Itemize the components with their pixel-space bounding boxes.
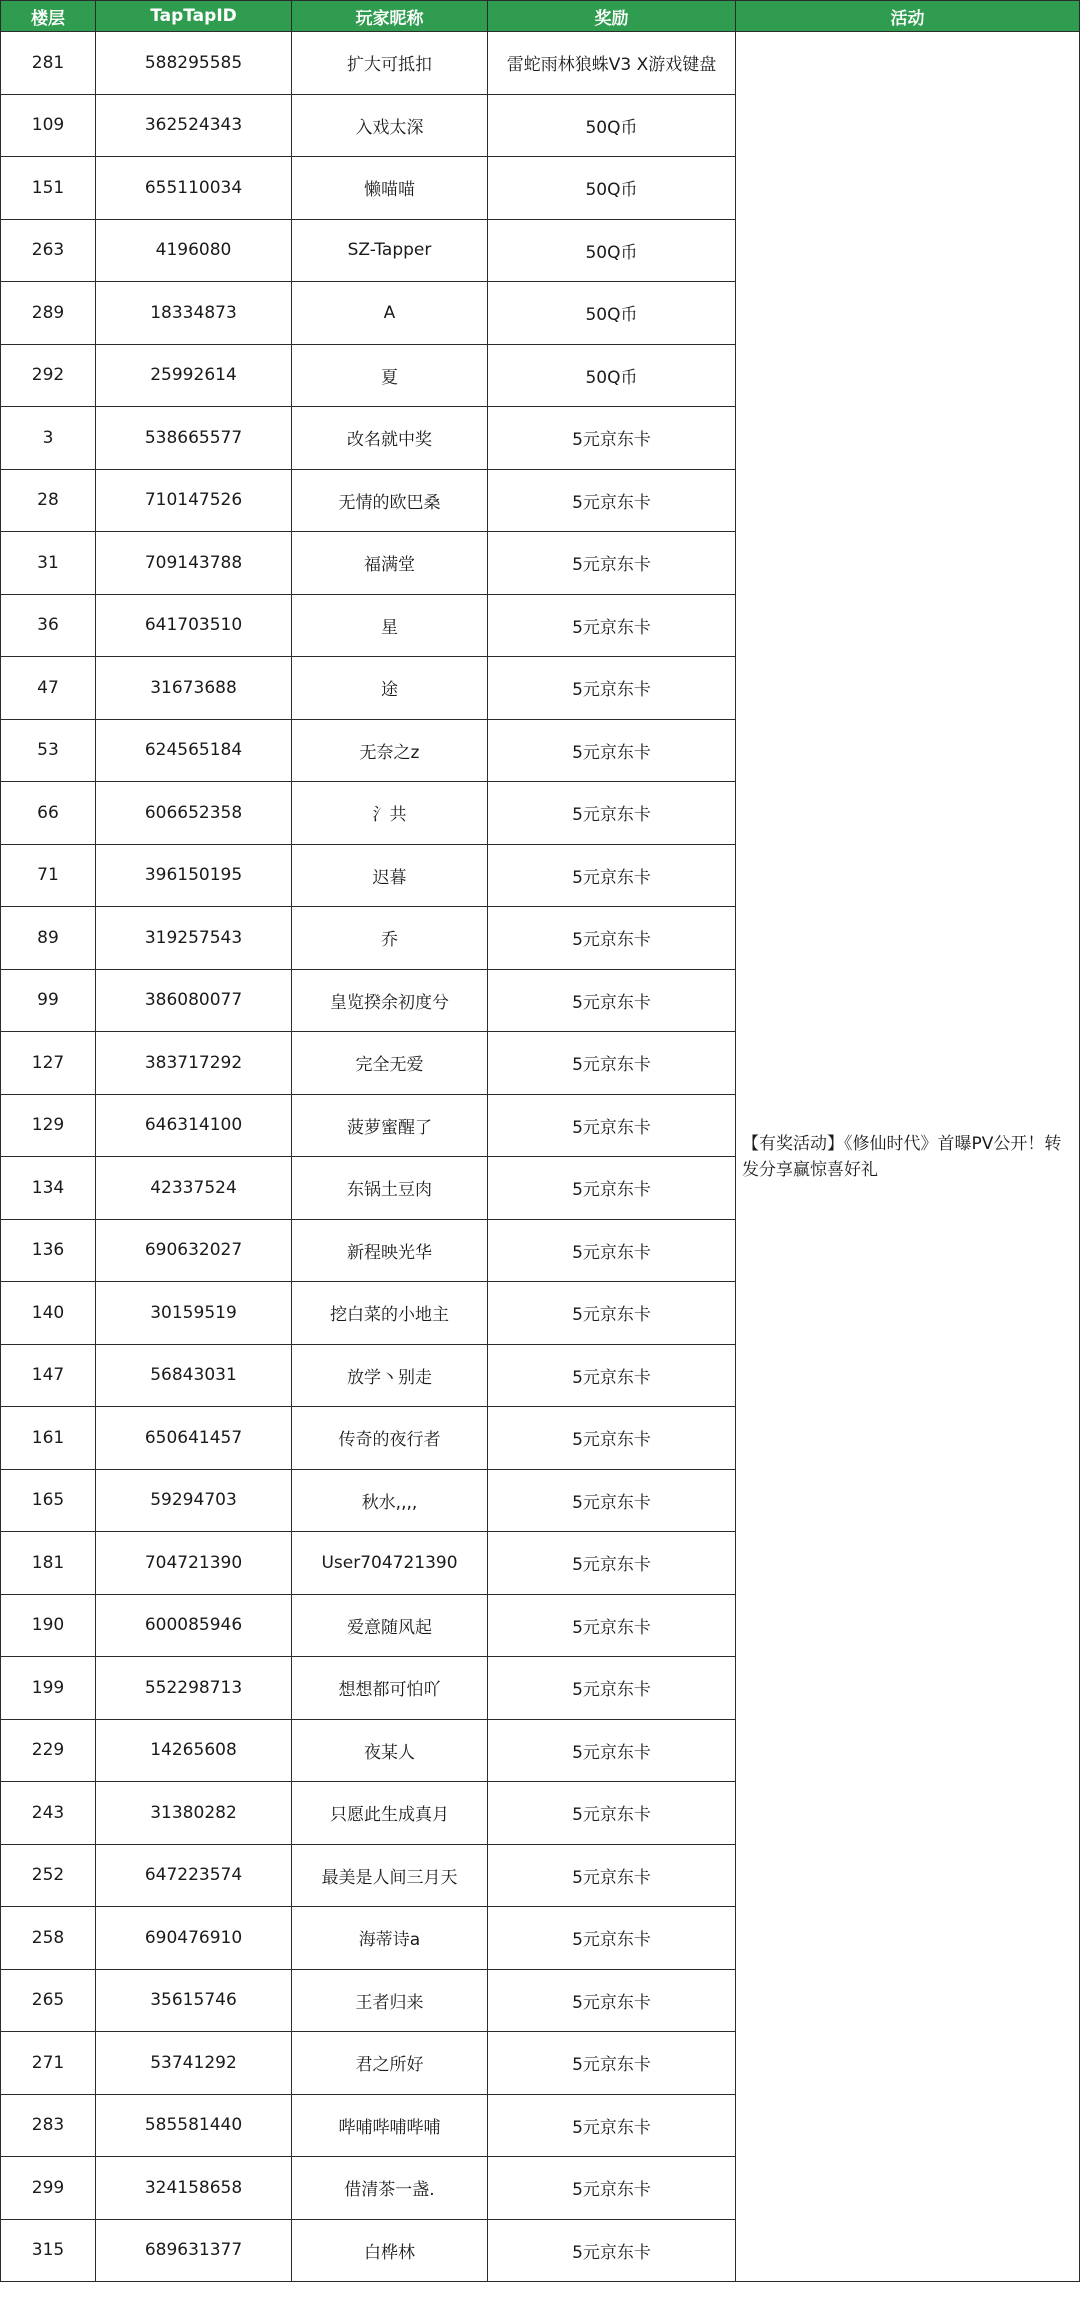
cell-floor: 165 [1,1469,96,1532]
cell-taptap-id: 362524343 [96,94,292,157]
cell-nickname: 皇览揆余初度兮 [292,969,488,1032]
cell-prize: 5元京东卡 [488,1532,736,1595]
cell-nickname: 入戏太深 [292,94,488,157]
cell-nickname: 迟暮 [292,844,488,907]
cell-taptap-id: 710147526 [96,469,292,532]
cell-floor: 109 [1,94,96,157]
cell-nickname: 扩大可抵扣 [292,32,488,95]
cell-prize: 5元京东卡 [488,2219,736,2282]
cell-floor: 36 [1,594,96,657]
cell-taptap-id: 600085946 [96,1594,292,1657]
cell-prize: 5元京东卡 [488,1344,736,1407]
cell-taptap-id: 655110034 [96,157,292,220]
cell-prize: 50Q币 [488,219,736,282]
cell-floor: 299 [1,2157,96,2220]
cell-taptap-id: 53741292 [96,2032,292,2095]
cell-floor: 281 [1,32,96,95]
cell-floor: 181 [1,1532,96,1595]
header-floor: 楼层 [1,1,96,32]
cell-taptap-id: 4196080 [96,219,292,282]
cell-prize: 5元京东卡 [488,1969,736,2032]
cell-prize: 5元京东卡 [488,1907,736,1970]
cell-taptap-id: 624565184 [96,719,292,782]
cell-floor: 136 [1,1219,96,1282]
cell-nickname: 传奇的夜行者 [292,1407,488,1470]
cell-prize: 5元京东卡 [488,1032,736,1095]
cell-prize: 5元京东卡 [488,1157,736,1220]
cell-nickname: 途 [292,657,488,720]
cell-nickname: 秋水,,,, [292,1469,488,1532]
cell-taptap-id: 31380282 [96,1782,292,1845]
cell-floor: 258 [1,1907,96,1970]
cell-taptap-id: 25992614 [96,344,292,407]
cell-nickname: 挖白菜的小地主 [292,1282,488,1345]
cell-floor: 99 [1,969,96,1032]
cell-nickname: 只愿此生成真月 [292,1782,488,1845]
cell-activity: 【有奖活动】《修仙时代》首曝PV公开！转发分享赢惊喜好礼 [736,32,1080,2282]
cell-nickname: 东锅土豆肉 [292,1157,488,1220]
cell-floor: 66 [1,782,96,845]
cell-nickname: A [292,282,488,345]
header-taptap-id: TapTapID [96,1,292,32]
cell-nickname: 白桦林 [292,2219,488,2282]
cell-taptap-id: 650641457 [96,1407,292,1470]
cell-taptap-id: 647223574 [96,1844,292,1907]
cell-floor: 271 [1,2032,96,2095]
cell-floor: 71 [1,844,96,907]
cell-prize: 5元京东卡 [488,532,736,595]
header-activity: 活动 [736,1,1080,32]
cell-nickname: 菠萝蜜醒了 [292,1094,488,1157]
table-header [1,1,1080,32]
cell-nickname: SZ-Tapper [292,219,488,282]
cell-floor: 147 [1,1344,96,1407]
cell-floor: 292 [1,344,96,407]
cell-prize: 5元京东卡 [488,1844,736,1907]
cell-taptap-id: 18334873 [96,282,292,345]
cell-taptap-id: 396150195 [96,844,292,907]
cell-taptap-id: 552298713 [96,1657,292,1720]
cell-nickname: 星 [292,594,488,657]
cell-nickname: 懒喵喵 [292,157,488,220]
cell-nickname: 新程映光华 [292,1219,488,1282]
cell-prize: 5元京东卡 [488,1407,736,1470]
cell-taptap-id: 386080077 [96,969,292,1032]
cell-floor: 161 [1,1407,96,1470]
cell-floor: 3 [1,407,96,470]
cell-prize: 5元京东卡 [488,1094,736,1157]
cell-prize: 5元京东卡 [488,1219,736,1282]
cell-taptap-id: 709143788 [96,532,292,595]
cell-taptap-id: 646314100 [96,1094,292,1157]
cell-nickname: 放学丶别走 [292,1344,488,1407]
cell-floor: 252 [1,1844,96,1907]
cell-prize: 5元京东卡 [488,1719,736,1782]
cell-prize: 5元京东卡 [488,907,736,970]
cell-nickname: 最美是人间三月天 [292,1844,488,1907]
cell-taptap-id: 56843031 [96,1344,292,1407]
cell-floor: 31 [1,532,96,595]
cell-floor: 47 [1,657,96,720]
cell-prize: 5元京东卡 [488,657,736,720]
cell-taptap-id: 319257543 [96,907,292,970]
cell-prize: 50Q币 [488,94,736,157]
cell-floor: 289 [1,282,96,345]
cell-prize: 5元京东卡 [488,1782,736,1845]
header-row [1,1,1080,32]
cell-floor: 53 [1,719,96,782]
cell-nickname: 海蒂诗a [292,1907,488,1970]
cell-prize: 5元京东卡 [488,1469,736,1532]
cell-floor: 134 [1,1157,96,1220]
cell-taptap-id: 690476910 [96,1907,292,1970]
cell-nickname: 王者归来 [292,1969,488,2032]
cell-taptap-id: 383717292 [96,1032,292,1095]
cell-floor: 283 [1,2094,96,2157]
cell-nickname: 乔 [292,907,488,970]
cell-floor: 127 [1,1032,96,1095]
cell-taptap-id: 704721390 [96,1532,292,1595]
cell-taptap-id: 42337524 [96,1157,292,1220]
cell-floor: 129 [1,1094,96,1157]
cell-taptap-id: 690632027 [96,1219,292,1282]
cell-nickname: 无奈之z [292,719,488,782]
cell-nickname: 借清茶一盏. [292,2157,488,2220]
cell-prize: 5元京东卡 [488,2157,736,2220]
cell-prize: 5元京东卡 [488,469,736,532]
cell-prize: 5元京东卡 [488,1282,736,1345]
cell-nickname: 夏 [292,344,488,407]
cell-floor: 199 [1,1657,96,1720]
cell-nickname: 君之所好 [292,2032,488,2095]
cell-floor: 190 [1,1594,96,1657]
cell-taptap-id: 35615746 [96,1969,292,2032]
cell-floor: 28 [1,469,96,532]
cell-nickname: 爱意随风起 [292,1594,488,1657]
cell-prize: 50Q币 [488,157,736,220]
cell-prize: 5元京东卡 [488,2094,736,2157]
cell-nickname: 无情的欧巴桑 [292,469,488,532]
header-nickname: 玩家昵称 [292,1,488,32]
cell-taptap-id: 585581440 [96,2094,292,2157]
cell-floor: 229 [1,1719,96,1782]
cell-prize: 50Q币 [488,282,736,345]
header-prize: 奖励 [488,1,736,32]
cell-taptap-id: 30159519 [96,1282,292,1345]
cell-nickname: 完全无爱 [292,1032,488,1095]
cell-floor: 151 [1,157,96,220]
table-row [1,32,1080,95]
cell-taptap-id: 59294703 [96,1469,292,1532]
cell-prize: 雷蛇雨林狼蛛V3 X游戏键盘 [488,32,736,95]
cell-taptap-id: 14265608 [96,1719,292,1782]
cell-taptap-id: 31673688 [96,657,292,720]
cell-nickname: 哔哺哔哺哔哺 [292,2094,488,2157]
cell-prize: 5元京东卡 [488,594,736,657]
cell-nickname: 改名就中奖 [292,407,488,470]
cell-floor: 89 [1,907,96,970]
cell-taptap-id: 324158658 [96,2157,292,2220]
cell-floor: 263 [1,219,96,282]
cell-taptap-id: 606652358 [96,782,292,845]
cell-prize: 5元京东卡 [488,782,736,845]
cell-floor: 315 [1,2219,96,2282]
cell-prize: 5元京东卡 [488,1594,736,1657]
cell-taptap-id: 538665577 [96,407,292,470]
cell-prize: 5元京东卡 [488,969,736,1032]
cell-prize: 5元京东卡 [488,1657,736,1720]
cell-taptap-id: 689631377 [96,2219,292,2282]
cell-nickname: User704721390 [292,1532,488,1595]
cell-nickname: 夜某人 [292,1719,488,1782]
cell-taptap-id: 588295585 [96,32,292,95]
table-body [1,32,1080,2282]
cell-nickname: 福满堂 [292,532,488,595]
cell-floor: 140 [1,1282,96,1345]
cell-prize: 5元京东卡 [488,719,736,782]
cell-nickname: 氵共 [292,782,488,845]
cell-nickname: 想想都可怕吖 [292,1657,488,1720]
cell-prize: 5元京东卡 [488,2032,736,2095]
cell-prize: 5元京东卡 [488,844,736,907]
cell-floor: 265 [1,1969,96,2032]
cell-floor: 243 [1,1782,96,1845]
cell-taptap-id: 641703510 [96,594,292,657]
cell-prize: 50Q币 [488,344,736,407]
cell-prize: 5元京东卡 [488,407,736,470]
